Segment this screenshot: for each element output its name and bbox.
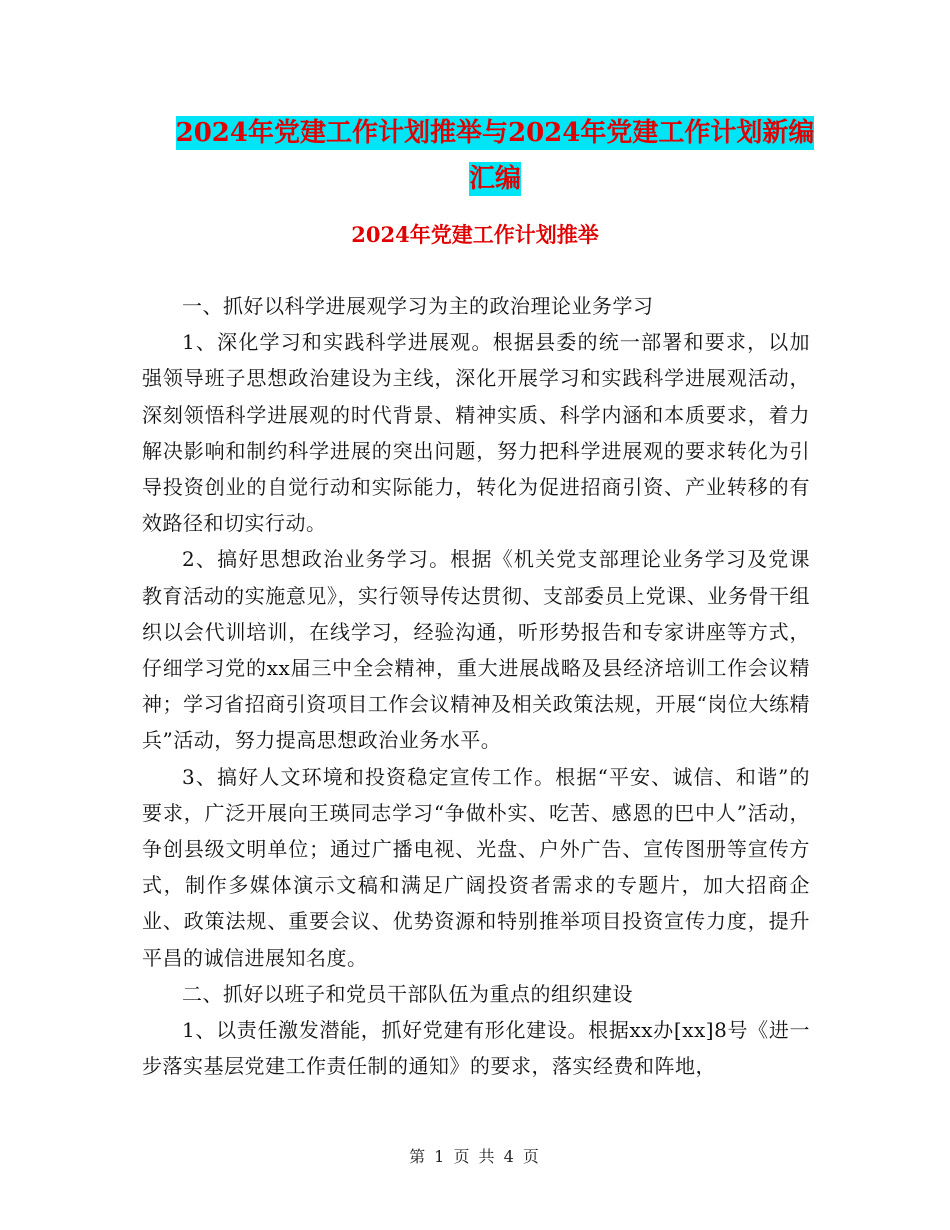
- paragraph: 1、以责任激发潜能，抓好党建有形化建设。根据xx办[xx]8号《进一步落实基层党建工作责任制的通知》的要求，落实经费和阵地，: [142, 1018, 810, 1079]
- document-title: [140, 110, 850, 202]
- document-title-line1: 2024年党建工作计划推举与2024年党建工作计划新编: [175, 118, 815, 148]
- document-title-line2: 汇编: [468, 164, 521, 194]
- paragraph-heading-1: 一、抓好以科学进展观学习为主的政治理论业务学习: [182, 294, 654, 318]
- paragraph: 3、搞好人文环境和投资稳定宣传工作。根据“平安、诚信、和谐”的要求，广泛开展向王瑛同志学习“争做朴实、吃苦、感恩的巴中人”活动，争创县级文明单位；通过广播电视、光盘、户外广告、宣传图册等宣传方式，制作多媒体演示文稿和满足广阔投资者需求的专题片，加大招商企业、政策法规、重要会议、优势资源和特别推举项目投资宣传力度，提升平昌的诚信进展知名度。: [142, 764, 810, 970]
- paragraph: 2、搞好思想政治业务学习。根据《机关党支部理论业务学习及党课教育活动的实施意见》，实行领导传达贯彻、支部委员上党课、业务骨干组织以会代训培训，在线学习，经验沟通，听形势报告和专家讲座等方式，仔细学习党的xx届三中全会精神，重大进展战略及县经济培训工作会议精神；学习省招商引资项目工作会议精神及相关政策法规，开展“岗位大练精兵”活动，努力提高思想政治业务水平。: [142, 547, 810, 753]
- page-footer: 第 1 页 共 4 页: [409, 1147, 541, 1166]
- paragraph-heading-2: 二、抓好以班子和党员干部队伍为重点的组织建设: [182, 981, 633, 1006]
- document-body: [142, 288, 810, 1084]
- section-title: 2024年党建工作计划推举: [351, 222, 599, 247]
- paragraph: 1、深化学习和实践科学进展观。根据县委的统一部署和要求，以加强领导班子思想政治建设为主线，深化开展学习和实践科学进展观活动，深刻领悟科学进展观的时代背景、精神实质、科学内涵和本质要求，着力解决影响和制约科学进展的突出问题，努力把科学进展观的要求转化为引导投资创业的自觉行动和实际能力，转化为促进招商引资、产业转移的有效路径和切实行动。: [142, 330, 810, 536]
